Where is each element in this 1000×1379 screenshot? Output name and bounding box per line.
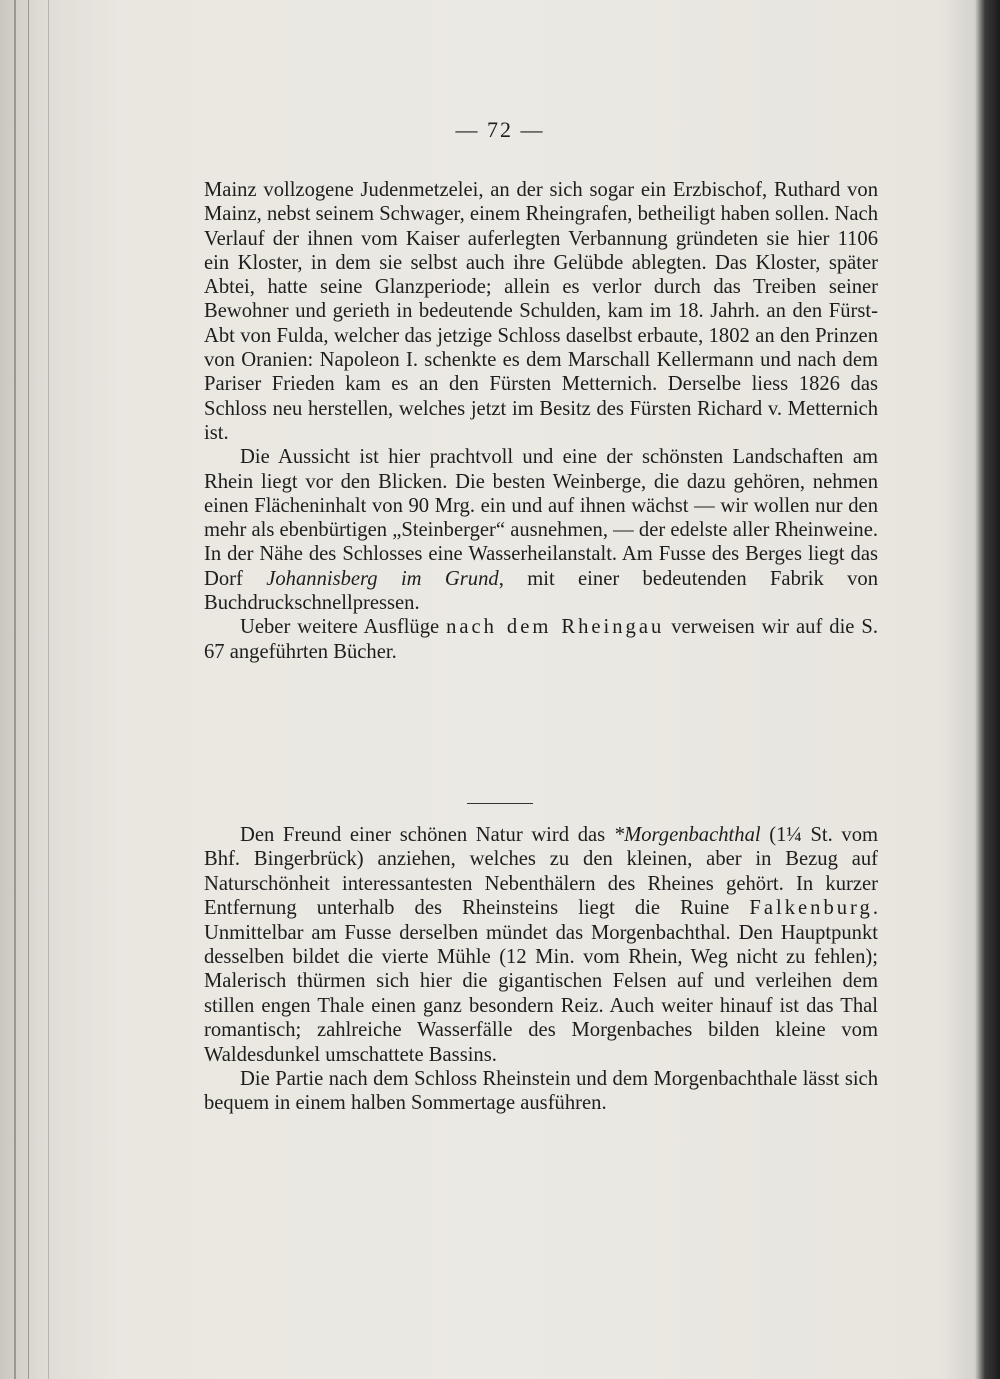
paragraph-excursions-text-end: verweisen wir auf die S. 67 angeführten Bücher. xyxy=(204,616,878,663)
paragraph-partie: Die Partie nach dem Schloss Rheinstein und dem Morgenbachthale lässt sich bequem in einem halben Sommertage ausführen. xyxy=(204,1068,878,1115)
spaced-emphasis-falkenburg: Falkenburg xyxy=(749,897,873,920)
binding-line xyxy=(48,0,49,1379)
paragraph-view-text: Die Aussicht ist hier prachtvoll und eine der schönsten Landschaften am Rhein liegt vor den Blicken. Die besten Weinberge, die dazu gehören, nehmen einen Flächeninhalt von 90 Mrg. ein und auf ihnen wächst — wir wollen nur den mehr als ebenbürtigen „Steinberger“ ausnehmen, — der edelste aller Rheinweine. In der Nähe des Schlosses eine Wasserheilanstalt. Am Fusse des Berges liegt das Dorf xyxy=(204,446,878,590)
paragraph-morgenbachthal-text-end: . Unmittelbar am Fusse derselben mündet das Morgenbachthal. Den Hauptpunkt desselben bildet die vierte Mühle (12 Min. vom Rhein, Weg nicht zu fehlen); Malerisch thürmen sich hier die gigantischen Felsen auf und verleihen dem stillen engen Thale einen ganz besondern Reiz. Auch weiter hinauf ist das Thal romantisch; zahlreiche Wasserfälle des Morgenbaches bilden kleine vom Waldesdunkel umschattete Bassins. xyxy=(204,897,878,1066)
section-history-text xyxy=(204,178,878,664)
paragraph-morgenbachthal xyxy=(204,823,878,1067)
paragraph-history: Mainz vollzogene Judenmetzelei, an der sich sogar ein Erzbischof, Ruthard von Mainz, nebst seinem Schwager, einem Rheingrafen, betheiligt haben sollen. Nach Verlauf der ihnen vom Kaiser auferlegten Verbannung gründeten sie hier 1106 ein Kloster, in dem sie selbst auch ihre Gelübde ablegten. Das Kloster, später Abtei, hatte seine Glanzperiode; allein es verlor durch das Treiben seiner Bewohner und gerieth in bedeutende Schulden, kam im 18. Jahrh. an den Fürst-Abt von Fulda, welcher das jetzige Schloss daselbst erbaute, 1802 an den Prinzen von Oranien: Napoleon I. schenkte es dem Marschall Kellermann und nach dem Pariser Frieden kam es an den Fürsten Metternich. Derselbe liess 1826 das Schloss neu herstellen, welches jetzt im Besitz des Fürsten Richard v. Metternich ist. xyxy=(204,179,878,444)
place-name-johannisberg: Johannisberg im Grund xyxy=(266,567,499,590)
place-name-morgenbachthal: *Morgenbachthal xyxy=(613,824,761,846)
binding-line xyxy=(14,0,16,1379)
section-morgenbachthal-text xyxy=(204,823,878,1116)
page-binding-edge xyxy=(0,0,70,1379)
paragraph-excursions-text: Ueber weitere Ausflüge xyxy=(240,616,447,639)
binding-line xyxy=(28,0,29,1379)
paragraph-morgenbachthal-text: Den Freund einer schönen Natur wird das xyxy=(240,824,614,846)
paragraph-excursions xyxy=(204,615,878,664)
section-divider xyxy=(467,803,533,804)
paragraph-view xyxy=(204,445,878,615)
spaced-emphasis-rheingau: nach dem Rheingau xyxy=(446,616,665,639)
page-number: — 72 — xyxy=(455,117,545,142)
paragraph-morgenbachthal-text-mid: (1¼ St. vom Bhf. Bingerbrück) anziehen, welches zu den kleinen, aber in Bezug auf Naturschönheit interessantesten Nebenthälern des Rheines gehört. In kurzer Entfernung unterhalb des Rheinsteins liegt die Ruine xyxy=(204,824,879,920)
paragraph-view-text-end: , mit einer bedeutenden Fabrik von Buchdruckschnellpressen. xyxy=(204,567,878,615)
